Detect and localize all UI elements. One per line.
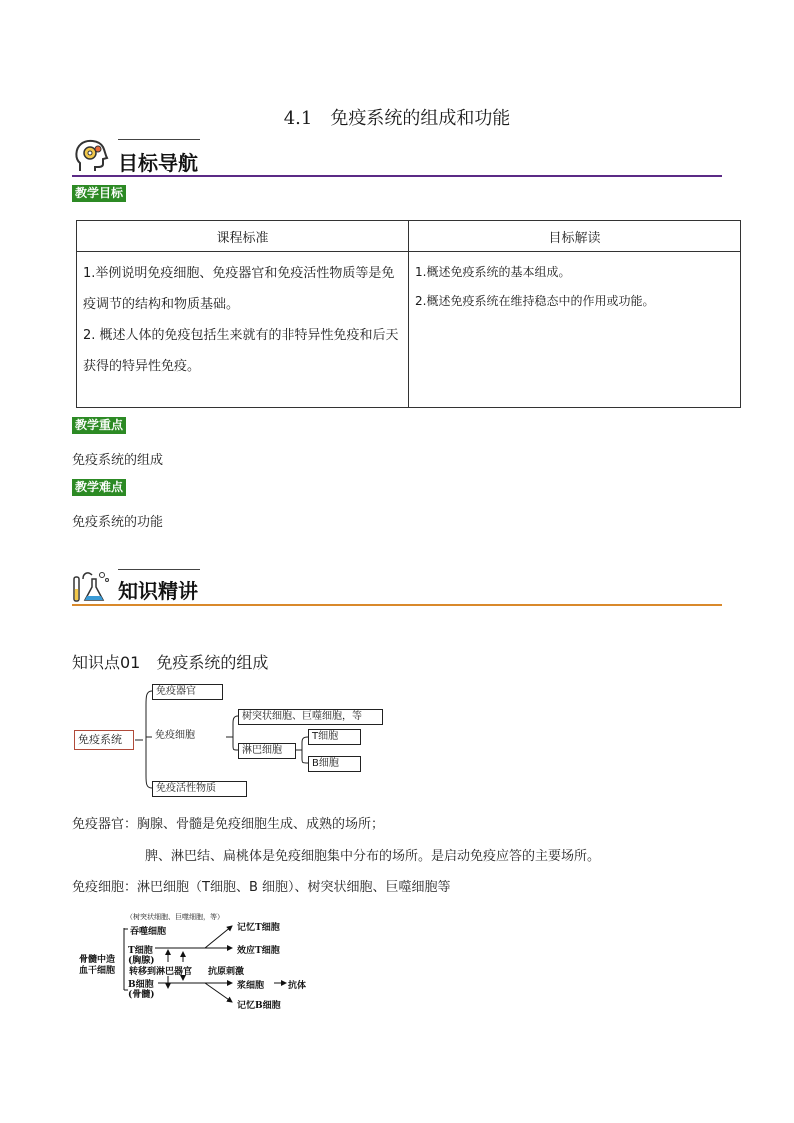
flow-phagocyte: 吞噬细胞 xyxy=(130,927,167,937)
flow-antibody: 抗体 xyxy=(288,981,307,991)
flow-note: （树突状细胞、巨噬细胞，等） xyxy=(126,913,224,921)
nav-section-title: 目标导航 xyxy=(118,151,198,175)
interpretation-item-2: 2.概述免疫系统在维持稳态中的作用或功能。 xyxy=(415,294,655,308)
flow-t-site: (胸腺) xyxy=(128,956,155,966)
diagram-dendritic-cells: 树突状细胞、巨噬细胞，等 xyxy=(238,709,383,725)
organ-label: 免疫器官： xyxy=(72,817,138,832)
standard-item-2: 2. 概述人体的免疫包括生来就有的非特异性免疫和后天获得的特异性免疫。 xyxy=(83,328,399,374)
diagram-b-cell: B细胞 xyxy=(308,756,361,772)
difficult-points-tag: 教学难点 xyxy=(72,479,126,496)
flow-plasma: 浆细胞 xyxy=(237,981,265,991)
flow-antigen: 抗原刺激 xyxy=(208,967,245,977)
teaching-goals-tag: 教学目标 xyxy=(72,185,126,202)
interpretation-item-1: 1.概述免疫系统的基本组成。 xyxy=(415,265,571,279)
difficult-points-text: 免疫系统的功能 xyxy=(72,515,164,530)
knowledge-section-title: 知识精讲 xyxy=(118,579,198,603)
flow-origin-line-2: 血干细胞 xyxy=(79,966,116,976)
knowledge-point-title: 知识点01 免疫系统的组成 xyxy=(72,653,269,672)
flow-memory-b: 记忆B细胞 xyxy=(237,1001,281,1011)
standard-item-1: 1.举例说明免疫细胞、免疫器官和免疫活性物质等是免疫调节的结构和物质基础。 xyxy=(83,266,395,312)
diagram-lymphocyte: 淋巴细胞 xyxy=(238,743,296,759)
diagram-t-cell: T细胞 xyxy=(308,729,361,745)
page-title: 4.1 免疫系统的组成和功能 xyxy=(283,108,511,129)
flow-origin-line-1: 骨髓中造 xyxy=(79,955,116,965)
diagram-immune-cell: 免疫细胞 xyxy=(152,729,225,743)
goals-header-standard: 课程标准 xyxy=(77,221,409,252)
cell-label: 免疫细胞： xyxy=(72,880,138,895)
flow-t-cell: T细胞 xyxy=(128,946,153,956)
diagram-immune-system: 免疫系统 xyxy=(74,730,134,750)
organ-line-1: 胸腺、骨髓是免疫细胞生成、成熟的场所； xyxy=(137,817,385,832)
flow-b-cell: B细胞 xyxy=(128,980,154,990)
flow-effector-t: 效应T细胞 xyxy=(237,946,280,956)
key-points-tag: 教学重点 xyxy=(72,417,126,434)
flow-memory-t: 记忆T细胞 xyxy=(237,923,280,933)
flow-b-site: (骨髓) xyxy=(128,990,155,1000)
key-points-text: 免疫系统的组成 xyxy=(72,453,164,468)
cell-line: 淋巴细胞（T细胞、B 细胞）、树突状细胞、巨噬细胞等 xyxy=(137,880,451,895)
diagram-immune-organ: 免疫器官 xyxy=(152,684,223,700)
goals-header-interpretation: 目标解读 xyxy=(409,221,741,252)
organ-line-2: 脾、淋巴结、扁桃体是免疫细胞集中分布的场所。是启动免疫应答的主要场所。 xyxy=(145,849,601,864)
flow-transfer: 转移到淋巴器官 xyxy=(129,967,193,977)
diagram-active-substance: 免疫活性物质 xyxy=(152,781,247,797)
